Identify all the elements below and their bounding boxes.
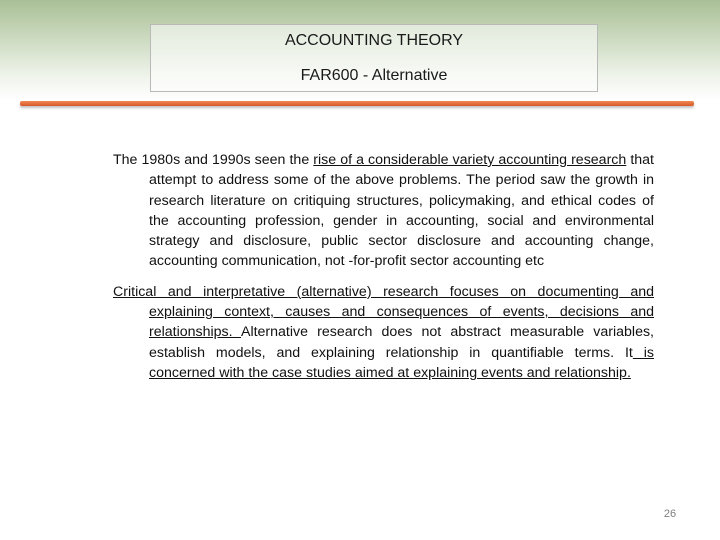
slide-body [113,150,654,393]
paragraph2-text-middle: Alternative research does not abstract measurable variables, establish models, and explaining relationship in quantifiable terms. It [149,324,654,361]
paragraph1-underlined: rise of a considerable variety accounting research [313,152,627,168]
paragraph1-text-end: that attempt to address some of the above problems. The period saw the growth in research literature on critiquing structures, policymaking, and ethical codes of the accounting profession, gender in accounting, social and environmental strategy and disclosure, public sector disclosure and accounting change, accounting communication, not -for-profit sector accounting etc [149,152,655,270]
slide-subtitle: FAR600 - Alternative [300,67,448,84]
accent-divider [20,101,694,106]
paragraph1-text-start: The 1980s and 1990s seen the [113,152,314,168]
page-number: 26 [663,508,677,520]
paragraph-research-history [113,150,654,272]
paragraph2-underlined-start: Critical and interpretative (alternative) research focuses on documenting and explaining context, causes and consequences of events, decisions and relationships. [113,283,654,341]
title-box [150,24,598,92]
paragraph-alternative-research [113,282,654,383]
slide-title: ACCOUNTING THEORY [284,32,464,49]
paragraph2-underlined-end: is concerned with the case studies aimed at explaining events and relationship. [149,344,654,381]
